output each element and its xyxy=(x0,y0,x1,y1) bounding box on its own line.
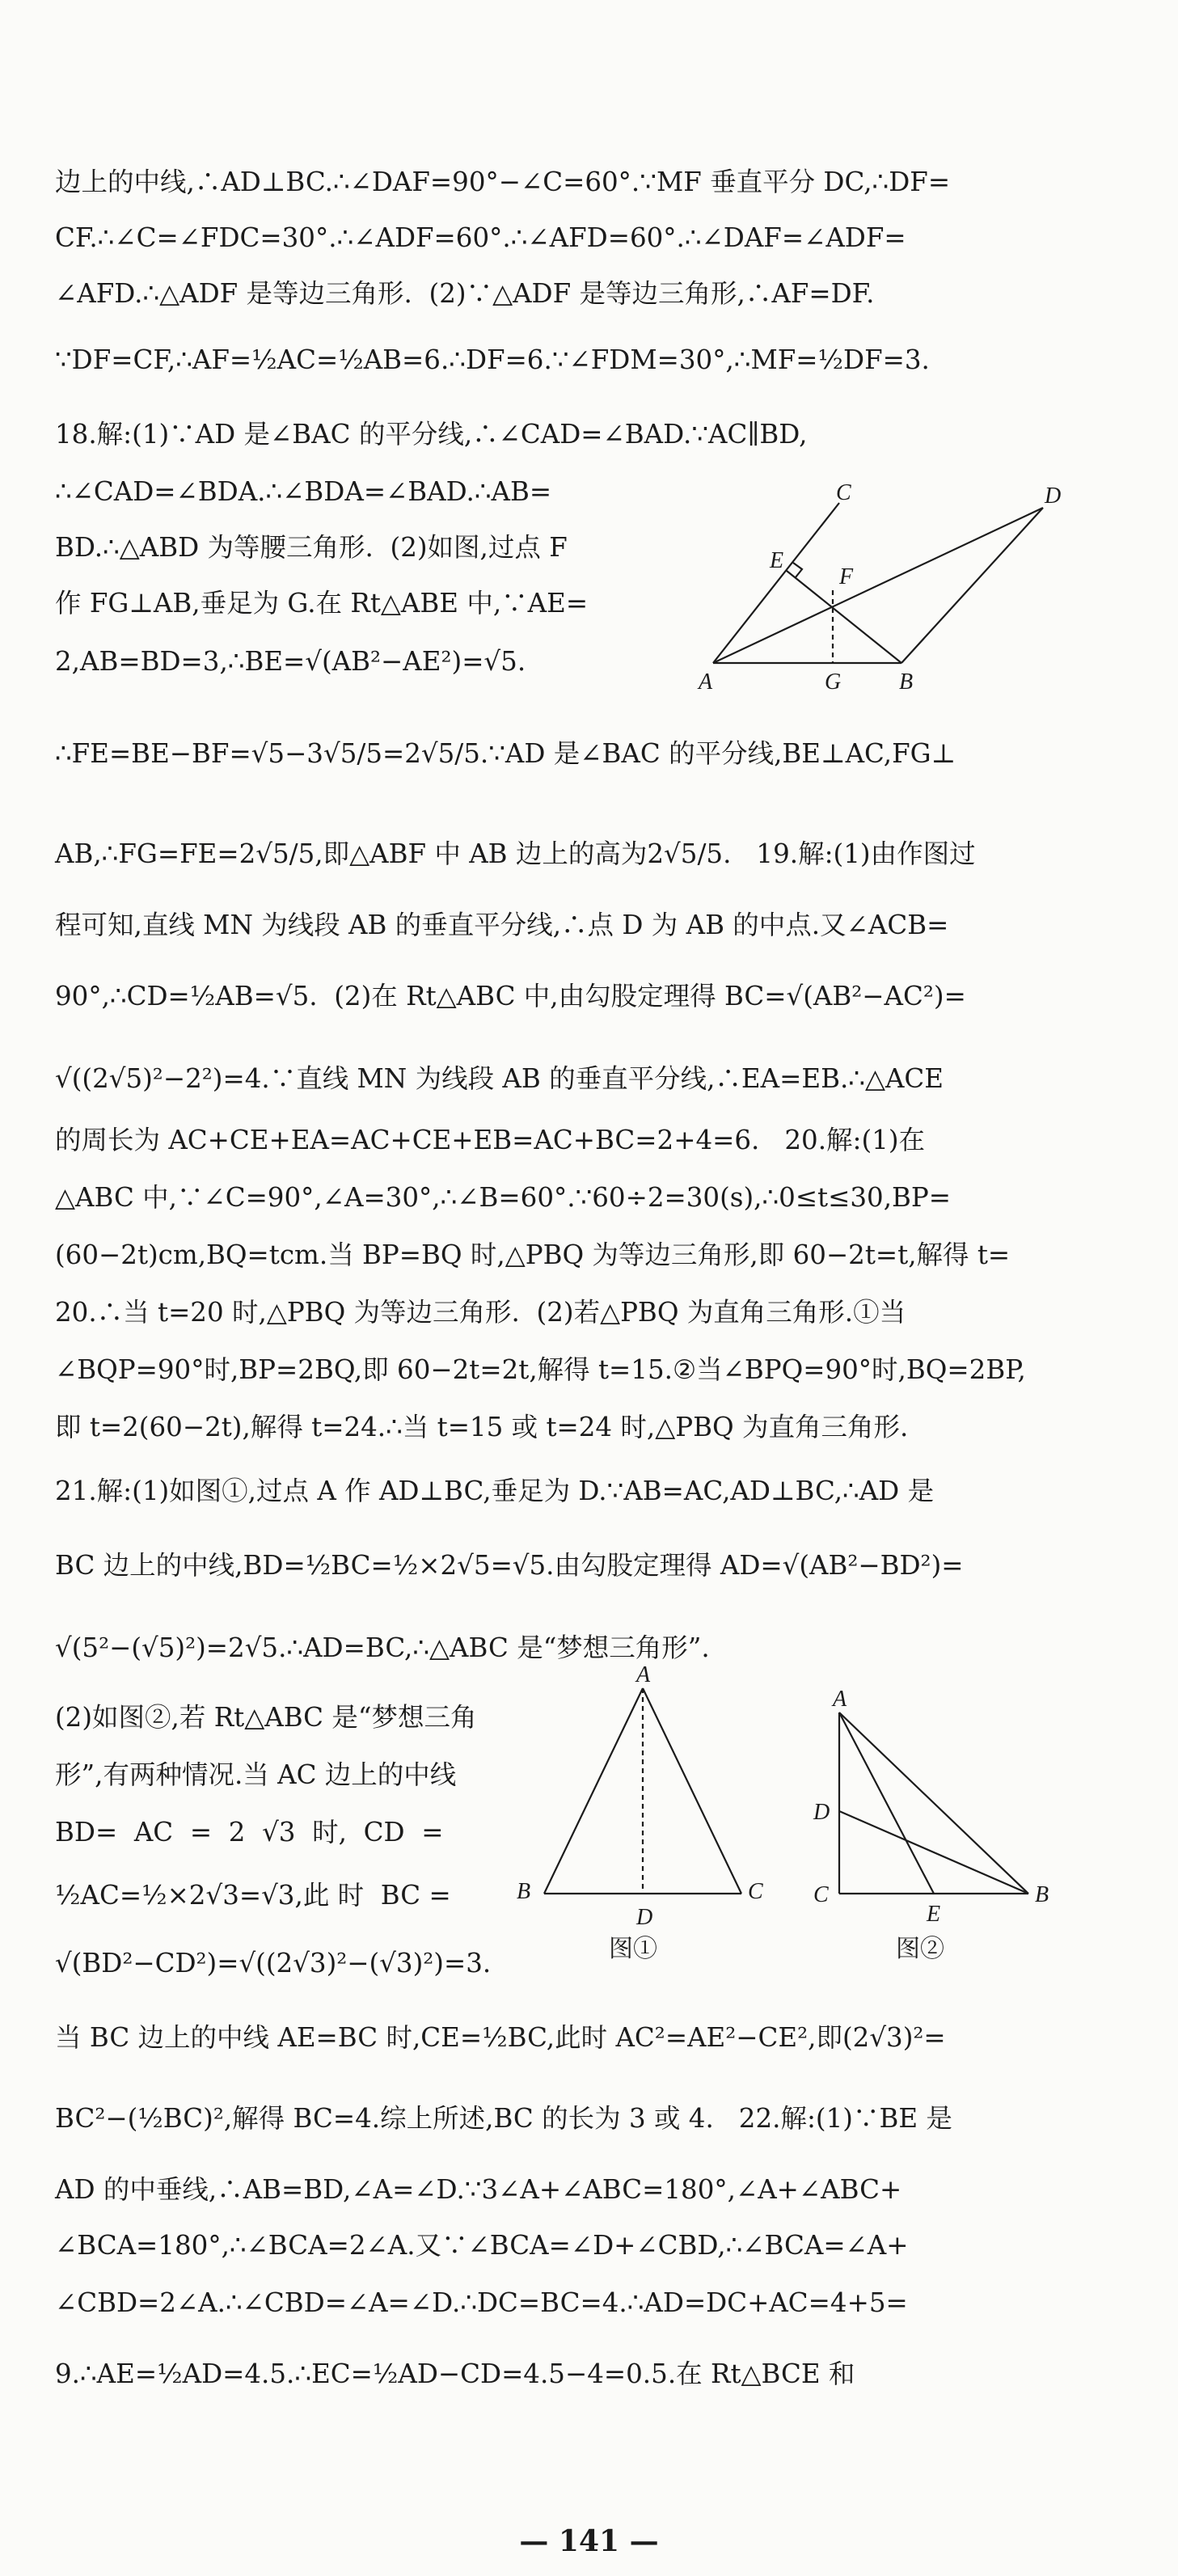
text-line: BD= AC = 2 √3 时, CD = xyxy=(55,1817,444,1848)
text-line: ∴FE=BE−BF=√5−3√5/5=2√5/5.∵AD 是∠BAC 的平分线,BE⊥AC,FG⊥ xyxy=(55,738,956,769)
text-line: ½AC=½×2√3=√3,此 时 BC = xyxy=(55,1880,451,1911)
text-line: √((2√5)²−2²)=4.∵直线 MN 为线段 AB 的垂直平分线,∴EA=EB.∴△ACE xyxy=(55,1063,944,1094)
figure-caption-2: 图② xyxy=(896,1936,944,1962)
figure-caption-1: 图① xyxy=(609,1936,657,1962)
text-line: ∵DF=CF,∴AF=½AC=½AB=6.∴DF=6.∵∠FDM=30°,∴MF=½DF=3. xyxy=(55,344,930,375)
text-line: △ABC 中,∵∠C=90°,∠A=30°,∴∠B=60°.∵60÷2=30(s),∴0≤t≤30,BP= xyxy=(55,1182,952,1213)
label-c: C xyxy=(748,1879,763,1904)
text-line: 的周长为 AC+CE+EA=AC+CE+EB=AC+BC=2+4=6. 20.解:(1)在 xyxy=(55,1125,926,1155)
text-line: 90°,∴CD=½AB=√5. (2)在 Rt△ABC 中,由勾股定理得 BC=√(AB²−AC²)= xyxy=(55,981,966,1011)
text-line: BC 边上的中线,BD=½BC=½×2√5=√5.由勾股定理得 AD=√(AB²−BD²)= xyxy=(55,1550,964,1581)
label-d: D xyxy=(1045,484,1062,509)
label-e: E xyxy=(770,548,784,573)
text-line: 形”,有两种情况.当 AC 边上的中线 xyxy=(55,1759,457,1790)
text-line: ∴∠CAD=∠BDA.∴∠BDA=∠BAD.∴AB= xyxy=(55,476,552,507)
label-d: D xyxy=(813,1800,830,1825)
text-line: √(5²−(√5)²)=2√5.∴AD=BC,∴△ABC 是“梦想三角形”. xyxy=(55,1632,710,1663)
text-line: 2,AB=BD=3,∴BE=√(AB²−AE²)=√5. xyxy=(55,646,526,677)
text-line: 9.∴AE=½AD=4.5.∴EC=½AD−CD=4.5−4=0.5.在 Rt△BCE 和 xyxy=(55,2359,855,2389)
label-f: F xyxy=(839,564,854,589)
figure-problem-21-2 xyxy=(809,1687,1100,1962)
text-line: AB,∴FG=FE=2√5/5,即△ABF 中 AB 边上的高为2√5/5. 19.解:(1)由作图过 xyxy=(55,838,976,869)
label-g: G xyxy=(825,669,842,695)
label-c: C xyxy=(813,1882,829,1907)
label-b: B xyxy=(899,669,914,695)
text-line: BD.∴△ABD 为等腰三角形. (2)如图,过点 F xyxy=(55,532,568,563)
figure-problem-18 xyxy=(687,477,1075,699)
label-a: A xyxy=(833,1687,847,1712)
label-d: D xyxy=(636,1905,653,1930)
text-line: 20.∴当 t=20 时,△PBQ 为等边三角形. (2)若△PBQ 为直角三角形.①当 xyxy=(55,1297,906,1328)
text-line: 18.解:(1)∵AD 是∠BAC 的平分线,∴∠CAD=∠BAD.∵AC∥BD, xyxy=(55,419,808,450)
figure-problem-21-1 xyxy=(505,1662,780,1962)
text-line: 边上的中线,∴AD⊥BC.∴∠DAF=90°−∠C=60°.∵MF 垂直平分 DC,∴DF= xyxy=(55,167,951,197)
text-line: ∠BQP=90°时,BP=2BQ,即 60−2t=2t,解得 t=15.②当∠BPQ=90°时,BQ=2BP, xyxy=(55,1354,1026,1385)
text-line: 即 t=2(60−2t),解得 t=24.∴当 t=15 或 t=24 时,△PBQ 为直角三角形. xyxy=(55,1412,909,1442)
page-number: — 141 — xyxy=(519,2524,659,2558)
label-b: B xyxy=(517,1879,531,1904)
text-line: √(BD²−CD²)=√((2√3)²−(√3)²)=3. xyxy=(55,1948,492,1978)
text-line: 21.解:(1)如图①,过点 A 作 AD⊥BC,垂足为 D.∵AB=AC,AD⊥BC,∴AD 是 xyxy=(55,1476,935,1506)
label-e: E xyxy=(927,1902,941,1927)
text-line: 作 FG⊥AB,垂足为 G.在 Rt△ABE 中,∵AE= xyxy=(55,588,589,619)
text-line: (60−2t)cm,BQ=tcm.当 BP=BQ 时,△PBQ 为等边三角形,即 60−2t=t,解得 t= xyxy=(55,1239,1011,1270)
text-line: 当 BC 边上的中线 AE=BC 时,CE=½BC,此时 AC²=AE²−CE²,即(2√3)²= xyxy=(55,2022,946,2053)
text-line: CF.∴∠C=∠FDC=30°.∴∠ADF=60°.∴∠AFD=60°.∴∠DAF=∠ADF= xyxy=(55,222,906,253)
label-a: A xyxy=(636,1662,651,1687)
label-a: A xyxy=(699,669,713,695)
text-line: ∠AFD.∴△ADF 是等边三角形. (2)∵△ADF 是等边三角形,∴AF=DF. xyxy=(55,278,875,309)
text-line: ∠CBD=2∠A.∴∠CBD=∠A=∠D.∴DC=BC=4.∴AD=DC+AC=4+5= xyxy=(55,2287,908,2318)
text-line: ∠BCA=180°,∴∠BCA=2∠A.又∵∠BCA=∠D+∠CBD,∴∠BCA=∠A+ xyxy=(55,2230,909,2261)
label-c: C xyxy=(836,480,851,505)
label-b: B xyxy=(1035,1882,1049,1907)
text-line: 程可知,直线 MN 为线段 AB 的垂直平分线,∴点 D 为 AB 的中点.又∠ACB= xyxy=(55,910,949,940)
text-line: AD 的中垂线,∴AB=BD,∠A=∠D.∵3∠A+∠ABC=180°,∠A+∠ABC+ xyxy=(55,2174,902,2205)
text-line: (2)如图②,若 Rt△ABC 是“梦想三角 xyxy=(55,1702,477,1733)
text-line: BC²−(½BC)²,解得 BC=4.综上所述,BC 的长为 3 或 4. 22.解:(1)∵BE 是 xyxy=(55,2103,952,2134)
